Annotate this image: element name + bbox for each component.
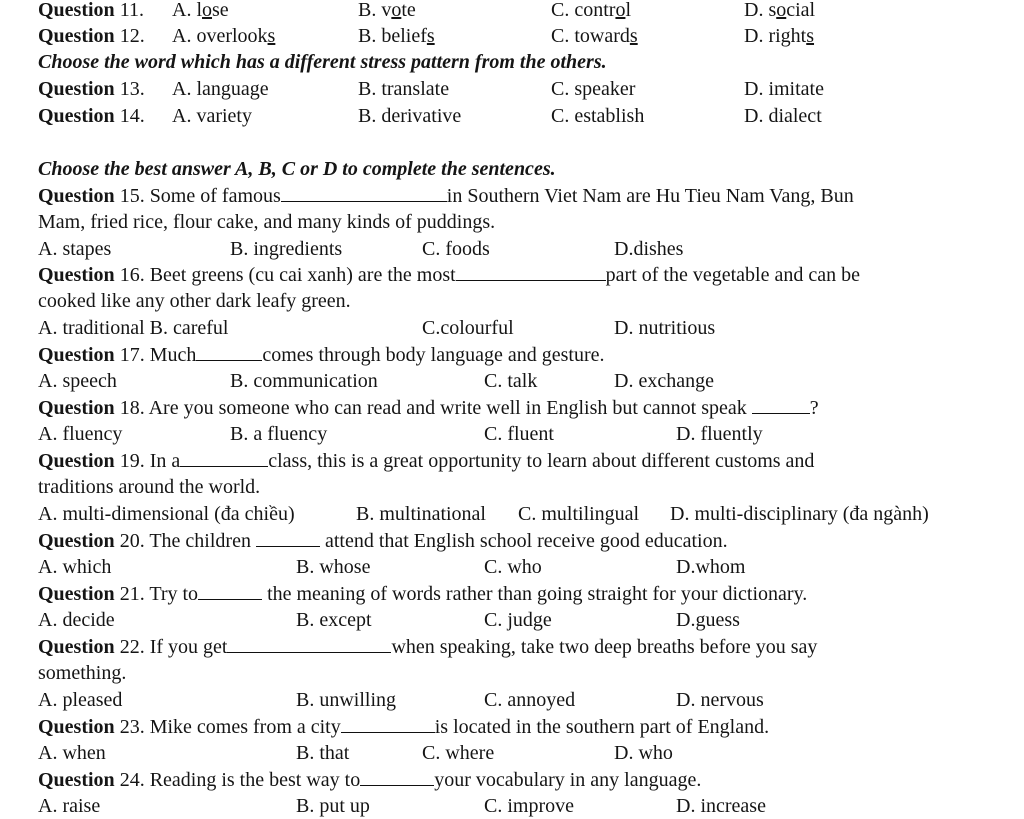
answer-blank[interactable] [341, 714, 435, 733]
option-c: C. establish [551, 105, 645, 127]
answer-blank[interactable] [227, 634, 391, 653]
question-13 [38, 76, 824, 102]
question-number: 24. [119, 769, 145, 791]
option-a: A. stapes [38, 238, 112, 260]
question-number: 15. [119, 185, 145, 207]
question-label: Question [38, 78, 115, 100]
option-a: A. overlooks [172, 25, 276, 47]
option-a-b: A. traditional B. careful [38, 317, 229, 339]
option-b: B. derivative [358, 105, 462, 127]
question-label: Question [38, 450, 115, 472]
answer-blank[interactable] [456, 262, 606, 281]
option-b: B. unwilling [296, 689, 397, 711]
question-number: 18. [119, 397, 145, 419]
question-label: Question [38, 185, 115, 207]
question-24 [38, 767, 701, 793]
question-text: your vocabulary in any language. [434, 769, 702, 791]
option-d: D.dishes [614, 238, 684, 260]
option-a: A. lose [172, 0, 229, 21]
option-c: C. speaker [551, 78, 636, 100]
question-text: ? [809, 397, 819, 419]
question-number: 22. [119, 636, 145, 658]
option-a: A. decide [38, 609, 115, 631]
question-text: class, this is a great opportunity to learn about different customs and [268, 450, 815, 472]
question-11 [38, 0, 816, 23]
question-22 [38, 634, 817, 660]
option-c: C. where [422, 742, 495, 764]
answer-blank[interactable] [752, 395, 810, 414]
question-label: Question [38, 264, 115, 286]
option-b: B. a fluency [230, 423, 328, 445]
question-text: when speaking, take two deep breaths before you say [391, 636, 818, 658]
option-a: A. language [172, 78, 269, 100]
option-c: C. foods [422, 238, 490, 260]
question-label: Question [38, 397, 115, 419]
option-b: B. that [296, 742, 350, 764]
answer-blank[interactable] [198, 581, 262, 600]
option-c: C. improve [484, 795, 574, 817]
option-a: A. multi-dimensional (đa chiều) [38, 503, 295, 525]
option-b: B. ingredients [230, 238, 343, 260]
option-d: D. imitate [744, 78, 824, 100]
question-text: is located in the southern part of England. [434, 716, 770, 738]
question-15-continued: Mam, fried rice, flour cake, and many kinds of puddings. [38, 211, 496, 233]
option-c: C. multilingual [518, 503, 640, 525]
question-19-continued: traditions around the world. [38, 476, 261, 498]
question-text: The children [149, 530, 251, 552]
option-c: C. towards [551, 25, 638, 47]
answer-blank[interactable] [360, 767, 434, 786]
question-number: 21. [119, 583, 145, 605]
option-d: D. increase [676, 795, 766, 817]
question-number: 17. [119, 344, 145, 366]
option-b: B. multinational [356, 503, 486, 525]
question-17 [38, 342, 605, 368]
question-text: comes through body language and gesture. [262, 344, 605, 366]
question-label: Question [38, 769, 115, 791]
option-b: B. except [296, 609, 372, 631]
option-b: B. vote [358, 0, 416, 21]
option-d: D. rights [744, 25, 815, 47]
option-c: C. control [551, 0, 631, 21]
option-d: D. social [744, 0, 816, 21]
option-d: D. fluently [676, 423, 763, 445]
option-c: C. talk [484, 370, 538, 392]
section-heading-stress: Choose the word which has a different stress pattern from the others. [38, 51, 607, 73]
question-16-continued: cooked like any other dark leafy green. [38, 290, 351, 312]
option-d: D. nutritious [614, 317, 716, 339]
question-18 [38, 395, 819, 421]
question-number: 16. [119, 264, 145, 286]
option-c: C. annoyed [484, 689, 576, 711]
question-text: attend that English school receive good education. [324, 530, 728, 552]
question-text: Try to [149, 583, 199, 605]
option-a: A. fluency [38, 423, 123, 445]
option-b: B. whose [296, 556, 371, 578]
question-number: 19. [119, 450, 145, 472]
option-b: B. translate [358, 78, 450, 100]
question-number: 14. [119, 105, 145, 127]
option-c: C. fluent [484, 423, 554, 445]
option-b: B. beliefs [358, 25, 435, 47]
option-c: C.colourful [422, 317, 514, 339]
question-text: in Southern Viet Nam are Hu Tieu Nam Vang, Bun [446, 185, 854, 207]
option-b: B. put up [296, 795, 370, 817]
question-22-continued: something. [38, 662, 127, 684]
question-label: Question [38, 530, 115, 552]
option-d: D. dialect [744, 105, 822, 127]
section-heading-mc: Choose the best answer A, B, C or D to complete the sentences. [38, 158, 556, 180]
question-12 [38, 23, 815, 49]
option-b: B. communication [230, 370, 378, 392]
question-label: Question [38, 0, 115, 21]
question-19 [38, 448, 814, 474]
option-d: D. multi-disciplinary (đa ngành) [670, 503, 929, 525]
question-text: Are you someone who can read and write well in English but cannot speak [148, 397, 747, 419]
option-c: C. judge [484, 609, 552, 631]
option-d: D.whom [676, 556, 746, 578]
question-label: Question [38, 583, 115, 605]
question-text: part of the vegetable and can be [605, 264, 860, 286]
question-text: Beet greens (cu cai xanh) are the most [149, 264, 456, 286]
question-label: Question [38, 25, 115, 47]
question-15 [38, 183, 854, 209]
answer-blank[interactable] [256, 528, 320, 547]
question-number: 11. [119, 0, 144, 21]
question-text: the meaning of words rather than going straight for your dictionary. [267, 583, 808, 605]
option-a: A. pleased [38, 689, 123, 711]
question-14 [38, 103, 822, 129]
option-a: A. which [38, 556, 112, 578]
question-text: Reading is the best way to [149, 769, 361, 791]
question-text: Some of famous [149, 185, 281, 207]
option-a: A. speech [38, 370, 117, 392]
option-a: A. when [38, 742, 106, 764]
option-c: C. who [484, 556, 542, 578]
option-d: D. nervous [676, 689, 764, 711]
question-23 [38, 714, 769, 740]
question-label: Question [38, 105, 115, 127]
answer-blank[interactable] [180, 448, 268, 467]
option-d: D. exchange [614, 370, 714, 392]
answer-blank[interactable] [281, 183, 447, 202]
option-d: D.guess [676, 609, 740, 631]
question-text: Mike comes from a city [149, 716, 341, 738]
question-number: 13. [119, 78, 145, 100]
question-label: Question [38, 636, 115, 658]
question-text: If you get [149, 636, 228, 658]
answer-blank[interactable] [196, 342, 262, 361]
question-20 [38, 528, 728, 554]
question-number: 23. [119, 716, 145, 738]
question-label: Question [38, 344, 115, 366]
question-16 [38, 262, 860, 288]
option-d: D. who [614, 742, 673, 764]
question-21 [38, 581, 807, 607]
question-text: In a [149, 450, 181, 472]
question-text: Much [149, 344, 197, 366]
question-number: 20. [119, 530, 145, 552]
option-a: A. variety [172, 105, 252, 127]
question-label: Question [38, 716, 115, 738]
question-number: 12. [119, 25, 145, 47]
option-a: A. raise [38, 795, 101, 817]
